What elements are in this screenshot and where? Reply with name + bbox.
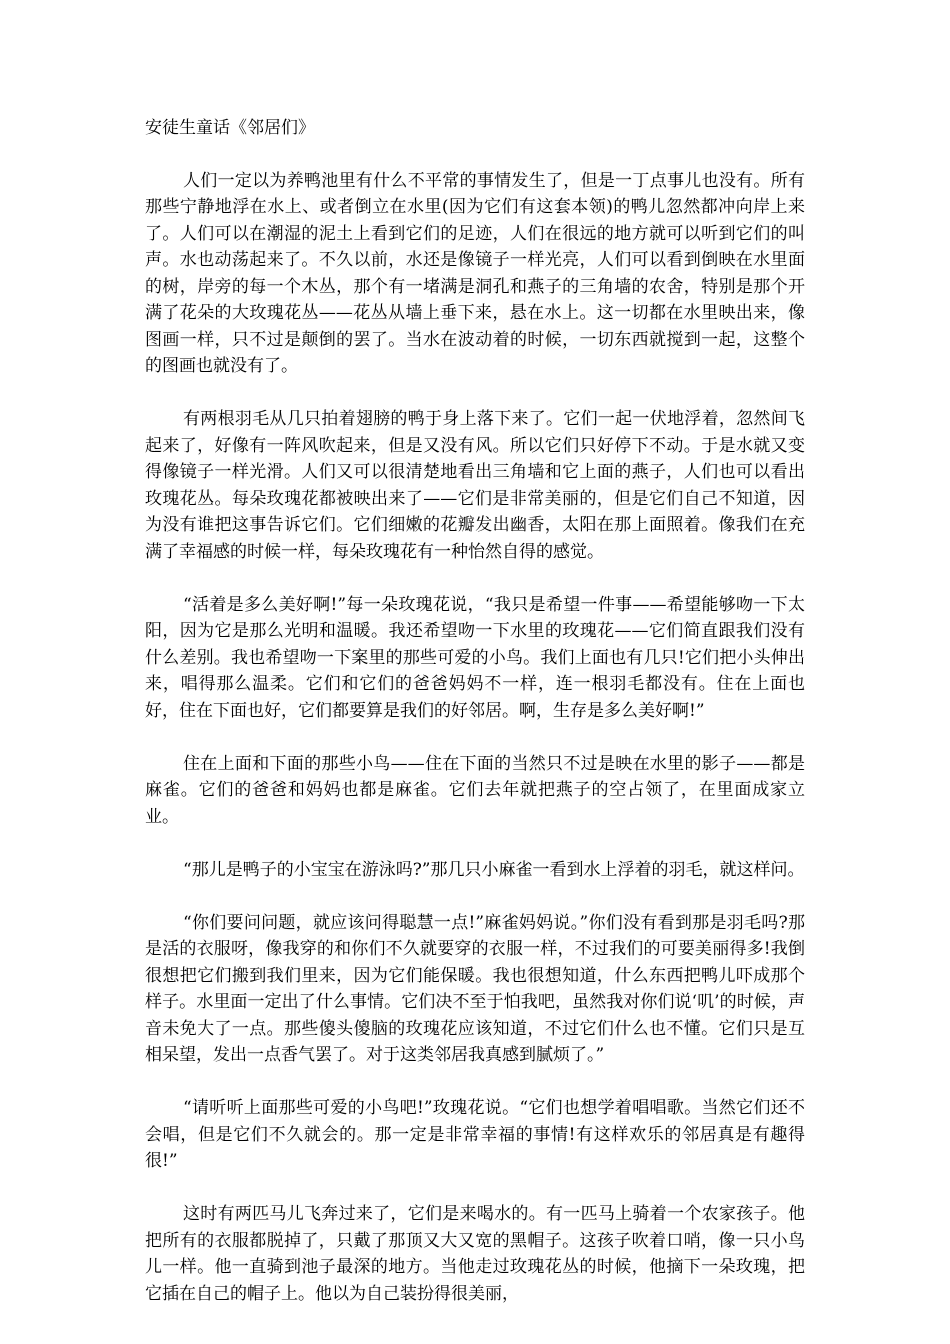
paragraph: 有两根羽毛从几只拍着翅膀的鸭于身上落下来了。它们一起一伏地浮着，忽然间飞起来了，好像有一阵风吹起来，但是又没有风。所以它们只好停下不动。于是水就又变得像镜子一样光滑。人们又可以很清楚地看出三角墙和它上面的燕子，人们也可以看出玫瑰花丛。每朵玫瑰花都被映出来了——它们是非常美丽的，但是它们自己不知道，因为没有谁把这事告诉它们。它们细嫩的花瓣发出幽香，太阳在那上面照着。像我们在充满了幸福感的时候一样，每朵玫瑰花有一种怡然自得的感觉。: [145, 409, 805, 562]
paragraph: 人们一定以为养鸭池里有什么不平常的事情发生了，但是一丁点事儿也没有。所有那些宁静地浮在水上、或者倒立在水里(因为它们有这套本领)的鸭儿忽然都冲向岸上来了。人们可以在潮湿的泥土上看到它们的足迹，人们在很远的地方就可以听到它们的叫声。水也动荡起来了。不久以前，水还是像镜子一样光亮，人们可以看到倒映在水里面的树，岸旁的每一个木丛，那个有一堵满是洞孔和燕子的三角墙的农舍，特别是那个开满了花朵的大玫瑰花丛——花丛从墙上垂下来，悬在水上。这一切都在水里映出来，像图画一样，只不过是颠倒的罢了。当水在波动着的时候，一切东西就搅到一起，这整个的图画也就没有了。: [145, 170, 805, 376]
paragraph: “那儿是鸭子的小宝宝在游泳吗?”那几只小麻雀一看到水上浮着的羽毛，就这样问。: [183, 859, 805, 880]
paragraph: 这时有两匹马儿飞奔过来了，它们是来喝水的。有一匹马上骑着一个农家孩子。他把所有的衣服都脱掉了，只戴了那顶又大又宽的黑帽子。这孩子吹着口哨，像一只小鸟儿一样。他一直骑到池子最深的地方。当他走过玫瑰花丛的时候，他摘下一朵玫瑰，把它插在自己的帽子上。他以为自己装扮得很美丽，: [145, 1204, 805, 1304]
document-title: 安徒生童话《邻居们》: [145, 118, 315, 138]
paragraph: “你们要问问题，就应该问得聪慧一点!”麻雀妈妈说。”你们没有看到那是羽毛吗?那是活的衣服呀，像我穿的和你们不久就要穿的衣服一样，不过我们的可要美丽得多!我倒很想把它们搬到我们里来，因为它们能保暖。我也很想知道，什么东西把鸭儿吓成那个样子。水里面一定出了什么事情。它们决不至于怕我吧，虽然我对你们说‘叽’的时候，声音未免大了一点。那些傻头傻脑的玫瑰花应该知道，不过它们什么也不懂。它们只是互相呆望，发出一点香气罢了。对于这类邻居我真感到腻烦了。”: [145, 912, 805, 1065]
paragraph: “请听听上面那些可爱的小鸟吧!”玫瑰花说。“它们也想学着唱唱歌。当然它们还不会唱，但是它们不久就会的。那一定是非常幸福的事情!有这样欢乐的邻居真是有趣得很!”: [145, 1098, 805, 1171]
paragraph: “活着是多么美好啊!”每一朵玫瑰花说，“我只是希望一件事——希望能够吻一下太阳，因为它是那么光明和温暖。我还希望吻一下水里的玫瑰花——它们简直跟我们没有什么差别。我也希望吻一下案里的那些可爱的小鸟。我们上面也有几只!它们把小头伸出来，唱得那么温柔。它们和它们的爸爸妈妈不一样，连一根羽毛都没有。住在上面也好，住在下面也好，它们都要算是我们的好邻居。啊，生存是多么美好啊!”: [145, 594, 805, 721]
document-page: [145, 115, 805, 1334]
paragraph: 住在上面和下面的那些小鸟——住在下面的当然只不过是映在水里的影子——都是麻雀。它们的爸爸和妈妈也都是麻雀。它们去年就把燕子的空占领了，在里面成家立业。: [145, 753, 805, 827]
